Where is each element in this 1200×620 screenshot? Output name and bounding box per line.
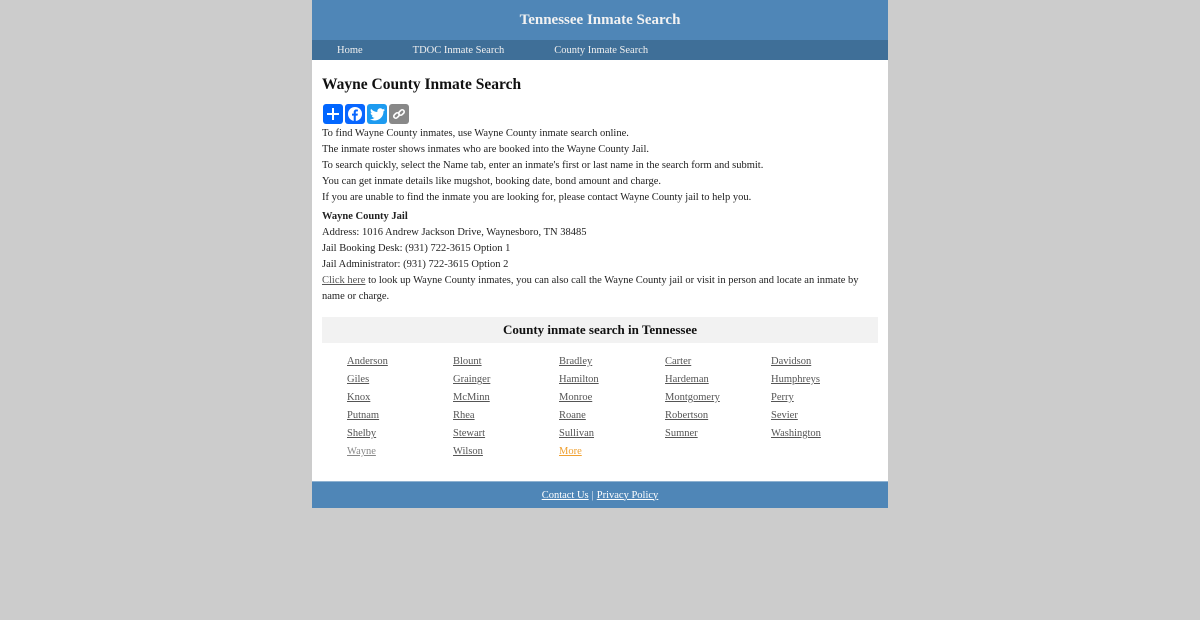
county-link-hamilton[interactable]: Hamilton	[559, 374, 599, 385]
nav-county-inmate-search[interactable]: County Inmate Search	[554, 44, 649, 56]
county-link-montgomery[interactable]: Montgomery	[665, 392, 720, 403]
nav-home[interactable]: Home	[337, 44, 363, 56]
county-link-sevier[interactable]: Sevier	[771, 410, 798, 421]
copy-link-icon[interactable]	[389, 104, 409, 124]
share-buttons	[323, 104, 878, 124]
click-here-link[interactable]: Click here	[322, 275, 366, 286]
county-link-monroe[interactable]: Monroe	[559, 392, 593, 403]
privacy-policy-link[interactable]: Privacy Policy	[596, 489, 659, 501]
contact-us-link[interactable]: Contact Us	[541, 489, 589, 501]
more-counties-link[interactable]: More	[559, 446, 582, 457]
jail-info	[322, 209, 878, 273]
county-link-anderson[interactable]: Anderson	[347, 356, 388, 367]
county-section-header	[322, 317, 878, 343]
county-link-shelby[interactable]: Shelby	[347, 428, 377, 439]
county-link-robertson[interactable]: Robertson	[665, 410, 709, 421]
county-link-mcminn[interactable]: McMinn	[453, 392, 490, 403]
county-link-hardeman[interactable]: Hardeman	[665, 374, 709, 385]
nav-tdoc-inmate-search[interactable]: TDOC Inmate Search	[412, 44, 505, 56]
county-link-humphreys[interactable]: Humphreys	[771, 374, 820, 385]
intro-text	[322, 126, 878, 206]
intro-line: If you are unable to find the inmate you are looking for, please contact Wayne County jail to help you.	[322, 192, 752, 203]
county-link-carter[interactable]: Carter	[665, 356, 692, 367]
intro-line: The inmate roster shows inmates who are booked into the Wayne County Jail.	[322, 144, 650, 155]
intro-line: To find Wayne County inmates, use Wayne County inmate search online.	[322, 128, 629, 139]
footer-separator: |	[591, 489, 594, 501]
county-section-title: County inmate search in Tennessee	[502, 322, 698, 337]
page-container	[312, 0, 888, 508]
lookup-paragraph	[322, 273, 878, 305]
jail-name: Wayne County Jail	[322, 211, 408, 222]
county-link-rhea[interactable]: Rhea	[453, 410, 475, 421]
county-link-roane[interactable]: Roane	[559, 410, 586, 421]
twitter-icon[interactable]	[367, 104, 387, 124]
site-footer	[312, 481, 888, 508]
jail-administrator: Jail Administrator: (931) 722-3615 Option 2	[322, 259, 509, 270]
facebook-icon[interactable]	[345, 104, 365, 124]
main-nav	[312, 40, 888, 60]
jail-address: Address: 1016 Andrew Jackson Drive, Waynesboro, TN 38485	[322, 227, 587, 238]
county-link-davidson[interactable]: Davidson	[771, 356, 812, 367]
county-link-putnam[interactable]: Putnam	[347, 410, 380, 421]
jail-booking-desk: Jail Booking Desk: (931) 722-3615 Option 1	[322, 243, 511, 254]
county-link-sumner[interactable]: Sumner	[665, 428, 698, 439]
county-link-sullivan[interactable]: Sullivan	[559, 428, 595, 439]
intro-line: To search quickly, select the Name tab, enter an inmate's first or last name in the search form and submit.	[322, 160, 764, 171]
page-title: Wayne County Inmate Search	[322, 76, 522, 93]
county-link-knox[interactable]: Knox	[347, 392, 371, 403]
county-link-perry[interactable]: Perry	[771, 392, 794, 403]
county-link-bradley[interactable]: Bradley	[559, 356, 593, 367]
county-link-giles[interactable]: Giles	[347, 374, 370, 385]
site-header	[312, 0, 888, 40]
lookup-text: to look up Wayne County inmates, you can also call the Wayne County jail or visit in person and locate an inmate by name or charge.	[322, 275, 859, 302]
county-link-blount[interactable]: Blount	[453, 356, 482, 367]
main-content	[312, 60, 888, 481]
share-plus-icon[interactable]	[323, 104, 343, 124]
county-link-wayne[interactable]: Wayne	[347, 446, 376, 457]
county-link-washington[interactable]: Washington	[771, 428, 821, 439]
county-link-grid	[322, 353, 878, 461]
site-title: Tennessee Inmate Search	[519, 11, 681, 28]
intro-line: You can get inmate details like mugshot, booking date, bond amount and charge.	[322, 176, 662, 187]
county-link-grainger[interactable]: Grainger	[453, 374, 491, 385]
county-link-stewart[interactable]: Stewart	[453, 428, 486, 439]
county-link-wilson[interactable]: Wilson	[453, 446, 483, 457]
